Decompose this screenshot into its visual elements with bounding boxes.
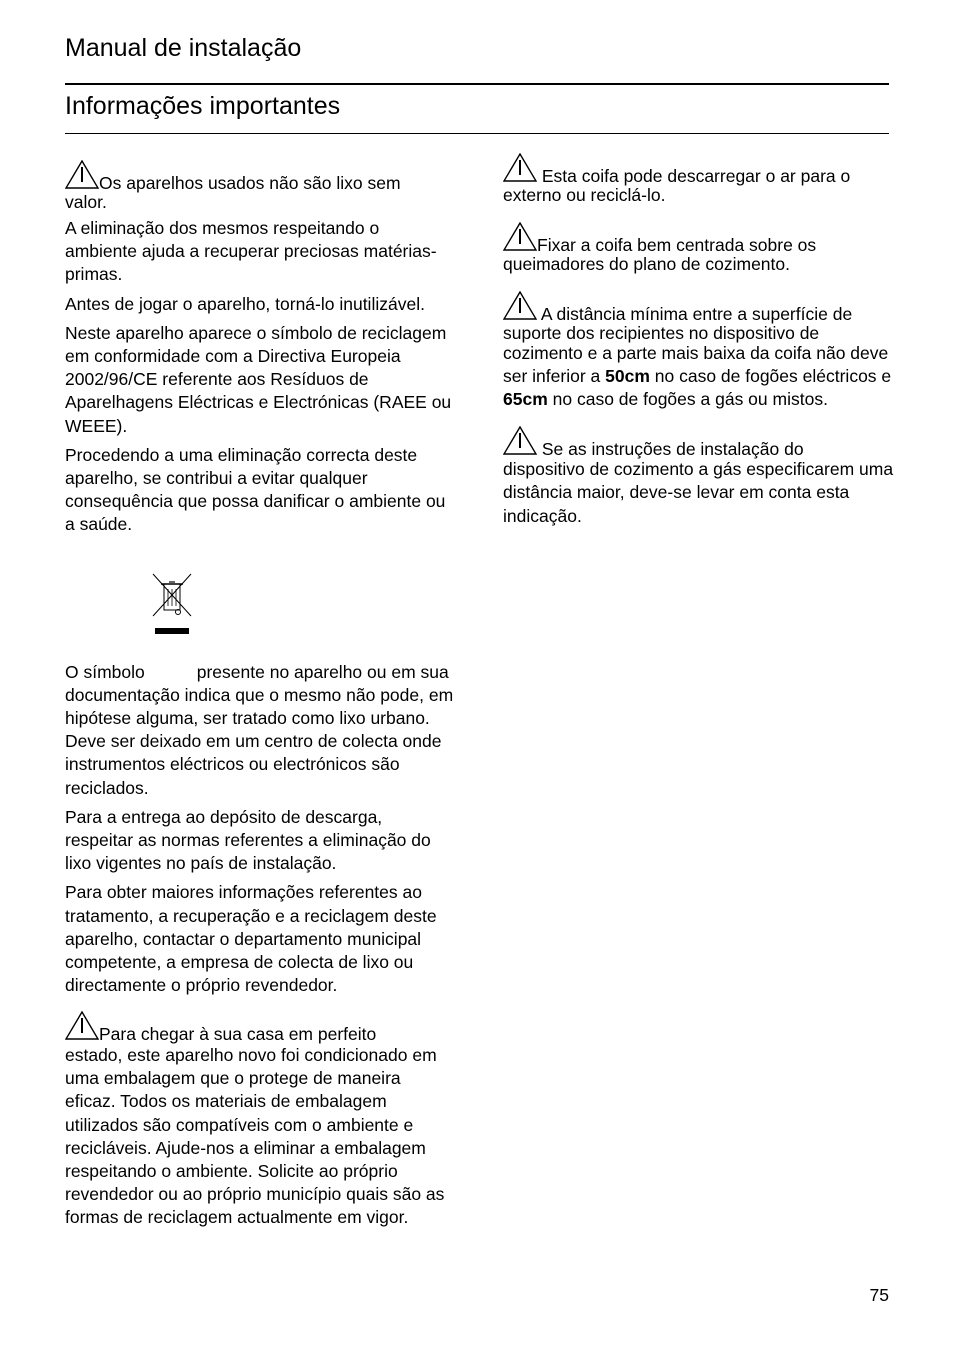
warning-distance-line2: suporte dos recipientes no dispositivo de (503, 322, 820, 343)
paragraph-more-info: Para obter maiores informações referentes ao tratamento, a recuperação e a reciclagem deste aparelho, contactar o departamento municipal competente, a empresa de colecta de lixo ou directamente o próprio revendedor. (65, 882, 437, 996)
warning-centering-lead: Fixar a coifa bem centrada sobre os (537, 235, 817, 255)
warning-packaging-rest: estado, este aparelho novo foi condicionado em uma embalagem que o protege de maneira eficaz. Todos os materiais de embalagem utilizados são compatíveis com o ambiente e recicláveis. Ajude-nos a eliminar a embalagem respeitando o ambiente. Solicite ao próprio revendedor ou ao próprio município quais são as formas de reciclagem actualmente em vigor. (65, 1044, 445, 1228)
paragraph-weee-symbol (65, 624, 455, 800)
right-column (503, 153, 895, 528)
warning-air-rest: externo ou reciclá-lo. (503, 184, 666, 205)
warning-gas-instructions (503, 426, 895, 459)
distance-text-a: cozimento e a parte mais baixa da coifa não deve ser inferior a (503, 343, 889, 387)
warning-distance-lead: A distância mínima entre a superfície de (537, 304, 853, 324)
paragraph-elimination: A eliminação dos mesmos respeitando o ambiente ajuda a recuperar preciosas matérias-primas. (65, 218, 437, 285)
warning-triangle-icon (65, 1011, 99, 1040)
warning-triangle-icon (503, 222, 537, 251)
warning-triangle-icon (65, 160, 99, 189)
warning-gas-rest: dispositivo de cozimento a gás especificarem uma distância maior, deve-se levar em conta esta indicação. (503, 459, 894, 526)
warning-disposal-lead: Os aparelhos usados não são lixo sem (99, 173, 401, 193)
warning-min-distance (503, 291, 895, 342)
warning-triangle-icon (503, 153, 537, 182)
warning-distance-body (503, 342, 895, 412)
distance-electric-value: 50cm (605, 366, 650, 387)
warning-air-lead: Esta coifa pode descarregar o ar para o (537, 166, 851, 186)
warning-triangle-icon (503, 426, 537, 455)
warning-centering (503, 222, 895, 273)
warning-triangle-icon (503, 291, 537, 320)
paragraph-before-discard: Antes de jogar o aparelho, torná-lo inutilizável. (65, 293, 425, 314)
page-number: 75 (869, 1285, 889, 1305)
paragraph-correct-elimination: Procedendo a uma eliminação correcta deste aparelho, se contribui a evitar qualquer consequência que possa danificar o ambiente ou a saúde. (65, 444, 446, 535)
distance-gas-value: 65cm (503, 389, 548, 410)
page-header-title: Manual de instalação (65, 34, 302, 62)
warning-disposal-rest: valor. (65, 191, 107, 212)
weee-text-after: presente no aparelho ou em sua documentação indica que o mesmo não pode, em hipótese alguma, ser tratado como lixo urbano. Deve ser deixado em um centro de colecta onde instrumentos eléctricos ou electrónicos são reciclados. (65, 661, 454, 798)
warning-disposal (65, 160, 455, 211)
weee-text-before: O símbolo (65, 661, 145, 682)
header-rule (65, 83, 889, 85)
crossed-out-wheelie-bin-icon (149, 624, 195, 684)
section-rule (65, 133, 889, 134)
warning-packaging (65, 1011, 455, 1044)
paragraph-delivery: Para a entrega ao depósito de descarga, respeitar as normas referentes a eliminação do lixo vigentes no país de instalação. (65, 806, 431, 874)
section-title: Informações importantes (65, 92, 341, 120)
distance-text-b: no caso de fogões eléctricos e (649, 366, 892, 387)
warning-packaging-lead: Para chegar à sua casa em perfeito (99, 1024, 377, 1045)
left-column (65, 160, 455, 1230)
paragraph-recycling-symbol: Neste aparelho aparece o símbolo de reciclagem em conformidade com a Directiva Europeia 2002/96/CE referente aos Resíduos de Aparelhagens Eléctricas e Electrónicas (RAEE ou WEEE). (65, 322, 452, 436)
distance-text-c: no caso de fogões a gás ou mistos. (547, 389, 828, 410)
warning-gas-lead: Se as instruções de instalação do (537, 438, 804, 459)
warning-centering-rest: queimadores do plano de cozimento. (503, 253, 790, 274)
warning-air-discharge (503, 153, 895, 204)
